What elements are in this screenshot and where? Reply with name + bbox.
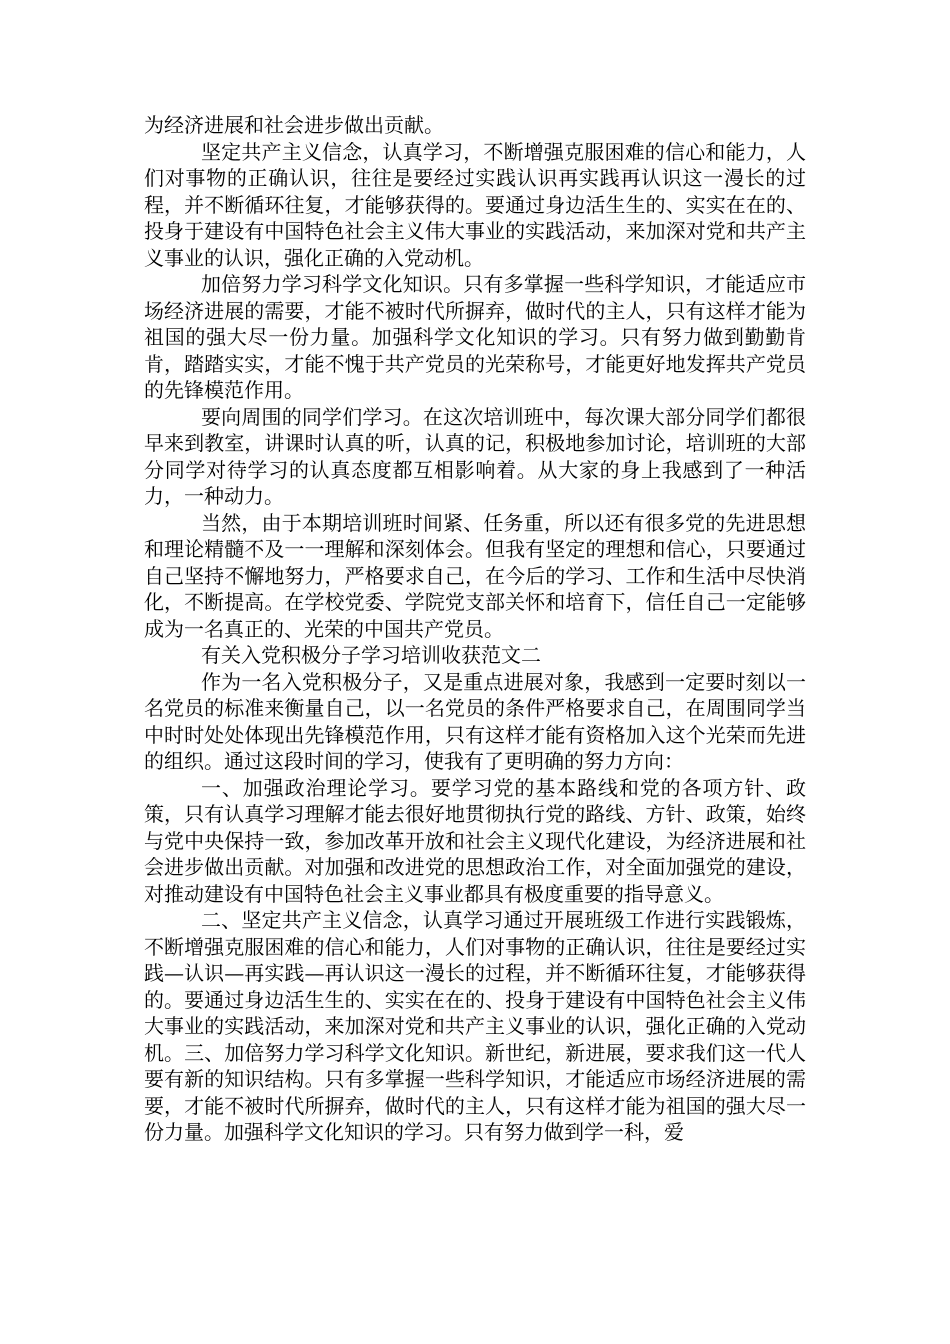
paragraph-activist-intro: 作为一名入党积极分子，又是重点进展对象，我感到一定要时刻以一名党员的标准来衡量自己，以一名党员的条件严格要求自己，在周围同学当中时时处处体现出先锋模范作用，只有这样才能有资格加入这个光荣而先进的组织。通过这段时间的学习，使我有了更明确的努力方向：: [144, 669, 806, 773]
paragraph-conclusion: 当然，由于本期培训班时间紧、任务重，所以还有很多党的先进思想和理论精髓不及一一理解和深刻体会。但我有坚定的理想和信心，只要通过自己坚持不懈地努力，严格要求自己，在今后的学习、工作和生活中尽快消化，不断提高。在学校党委、学院党支部关怀和培育下，信任自己一定能够成为一名真正的、光荣的中国共产党员。: [144, 510, 806, 641]
paragraph-point-two: 二、坚定共产主义信念，认真学习通过开展班级工作进行实践锻炼，不断增强克服困难的信心和能力，人们对事物的正确认识，往往是要经过实践—认识—再实践—再认识这一漫长的过程，并不断循环往复，才能够获得的。要通过身边活生生的、实实在在的、投身于建设有中国特色社会主义伟大事业的实践活动，来加深对党和共产主义事业的认识，强化正确的入党动机。三、加倍努力学习科学文化知识。新世纪，新进展，要求我们这一代人要有新的知识结构。只有多掌握一些科学知识，才能适应市场经济进展的需要，才能不被时代所摒弃，做时代的主人，只有这样才能为祖国的强大尽一份力量。加强科学文化知识的学习。只有努力做到学一科，爱: [144, 908, 806, 1144]
paragraph-learn-classmates: 要向周围的同学们学习。在这次培训班中，每次课大部分同学们都很早来到教室，讲课时认真的听，认真的记，积极地参加讨论，培训班的大部分同学对待学习的认真态度都互相影响着。从大家的身上我感到了一种活力，一种动力。: [144, 404, 806, 508]
document-body: [144, 112, 806, 1146]
section-heading-sample-two: 有关入党积极分子学习培训收获范文二: [201, 643, 541, 667]
paragraph-belief: 坚定共产主义信念，认真学习，不断增强克服困难的信心和能力，人们对事物的正确认识，往往是要经过实践认识再实践再认识这一漫长的过程，并不断循环往复，才能够获得的。要通过身边活生生的、实实在在的、投身于建设有中国特色社会主义伟大事业的实践活动，来加深对党和共产主义事业的认识，强化正确的入党动机。: [144, 139, 806, 270]
paragraph-point-one: 一、加强政治理论学习。要学习党的基本路线和党的各项方针、政策，只有认真学习理解才能去很好地贯彻执行党的路线、方针、政策，始终与党中央保持一致，参加改革开放和社会主义现代化建设，为经济进展和社会进步做出贡献。对加强和改进党的思想政治工作，对全面加强党的建设，对推动建设有中国特色社会主义事业都具有极度重要的指导意义。: [144, 775, 806, 906]
paragraph-study-science: 加倍努力学习科学文化知识。只有多掌握一些科学知识，才能适应市场经济进展的需要，才能不被时代所摒弃，做时代的主人，只有这样才能为祖国的强大尽一份力量。加强科学文化知识的学习。只有努力做到勤勤肯肯，踏踏实实，才能不愧于共产党员的光荣称号，才能更好地发挥共产党员的先锋模范作用。: [144, 272, 806, 402]
paragraph-continuation: 为经济进展和社会进步做出贡献。: [144, 113, 444, 137]
